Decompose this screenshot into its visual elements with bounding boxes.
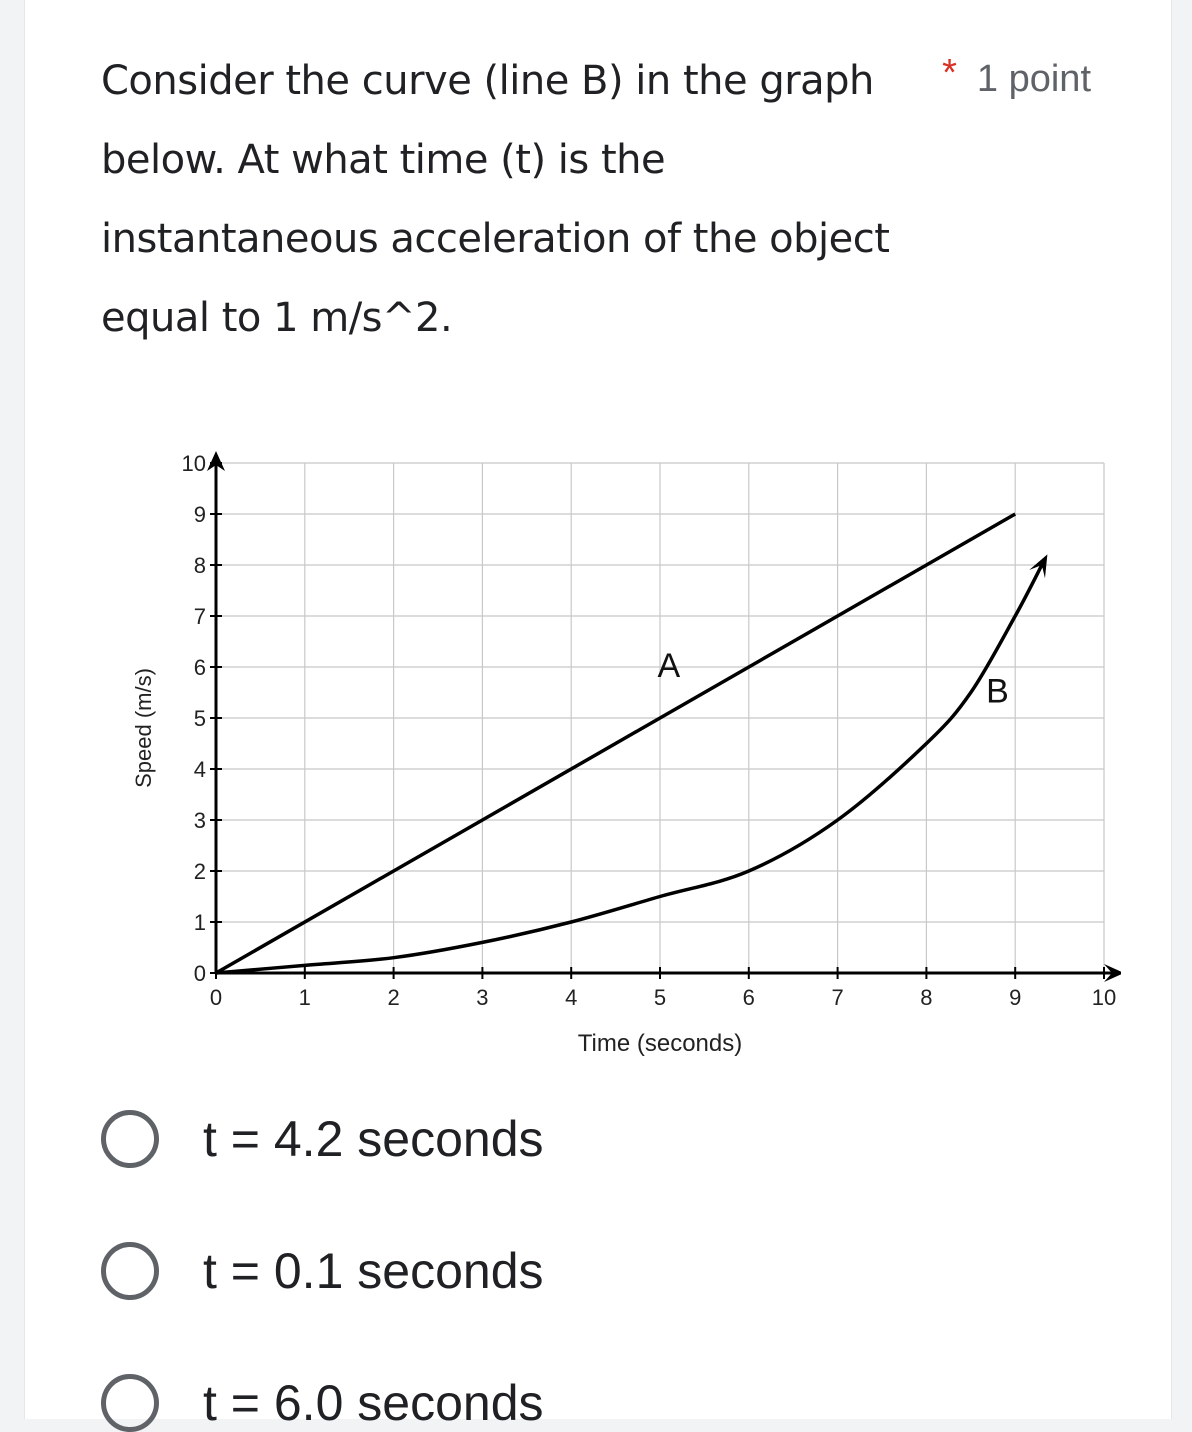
option-label: t = 6.0 seconds bbox=[203, 1375, 544, 1431]
x-tick-label: 0 bbox=[209, 985, 223, 1010]
points-indicator bbox=[942, 52, 1091, 101]
y-tick-label: 8 bbox=[193, 553, 206, 578]
required-asterisk: * bbox=[942, 52, 957, 94]
x-tick-label: 6 bbox=[742, 985, 755, 1010]
option-6-0-seconds[interactable] bbox=[101, 1374, 544, 1432]
option-label: t = 4.2 seconds bbox=[203, 1111, 544, 1167]
option-0-1-seconds[interactable] bbox=[101, 1242, 544, 1300]
radio-button[interactable] bbox=[101, 1110, 159, 1168]
x-tick-label: 9 bbox=[1009, 985, 1022, 1010]
x-tick-label: 8 bbox=[920, 985, 933, 1010]
y-tick-label: 4 bbox=[193, 757, 206, 782]
x-tick-label: 3 bbox=[476, 985, 489, 1010]
series-label-b: B bbox=[986, 672, 1009, 711]
radio-button[interactable] bbox=[101, 1242, 159, 1300]
option-label: t = 0.1 seconds bbox=[203, 1243, 544, 1299]
y-tick-label: 5 bbox=[193, 706, 206, 731]
series-label-a: A bbox=[657, 647, 681, 686]
y-tick-label: 0 bbox=[193, 961, 206, 986]
question-card bbox=[24, 0, 1172, 1431]
radio-button[interactable] bbox=[101, 1374, 159, 1432]
y-tick-label: 7 bbox=[193, 604, 206, 629]
y-tick-label: 3 bbox=[193, 808, 206, 833]
question-text: Consider the curve (line B) in the graph below. At what time (t) is the instantaneous acceleration of the object equal to 1 m/s^2. bbox=[101, 58, 890, 341]
y-tick-label: 10 bbox=[181, 451, 206, 476]
series-line-a bbox=[216, 514, 1015, 973]
y-tick-label: 2 bbox=[193, 859, 206, 884]
x-tick-label: 4 bbox=[565, 985, 578, 1010]
y-axis-label: Speed (m/s) bbox=[131, 668, 156, 788]
x-tick-label: 2 bbox=[387, 985, 400, 1010]
x-tick-label: 5 bbox=[653, 985, 667, 1010]
x-axis-label: Time (seconds) bbox=[577, 1030, 743, 1057]
x-tick-label: 10 bbox=[1091, 985, 1117, 1010]
y-tick-label: 9 bbox=[193, 502, 206, 527]
x-tick-label: 1 bbox=[298, 985, 311, 1010]
y-tick-label: 6 bbox=[193, 655, 206, 680]
speed-time-chart bbox=[101, 440, 1121, 1070]
y-tick-label: 1 bbox=[193, 910, 206, 935]
x-tick-label: 7 bbox=[831, 985, 844, 1010]
option-4-2-seconds[interactable] bbox=[101, 1110, 544, 1168]
points-label: 1 point bbox=[976, 58, 1091, 100]
